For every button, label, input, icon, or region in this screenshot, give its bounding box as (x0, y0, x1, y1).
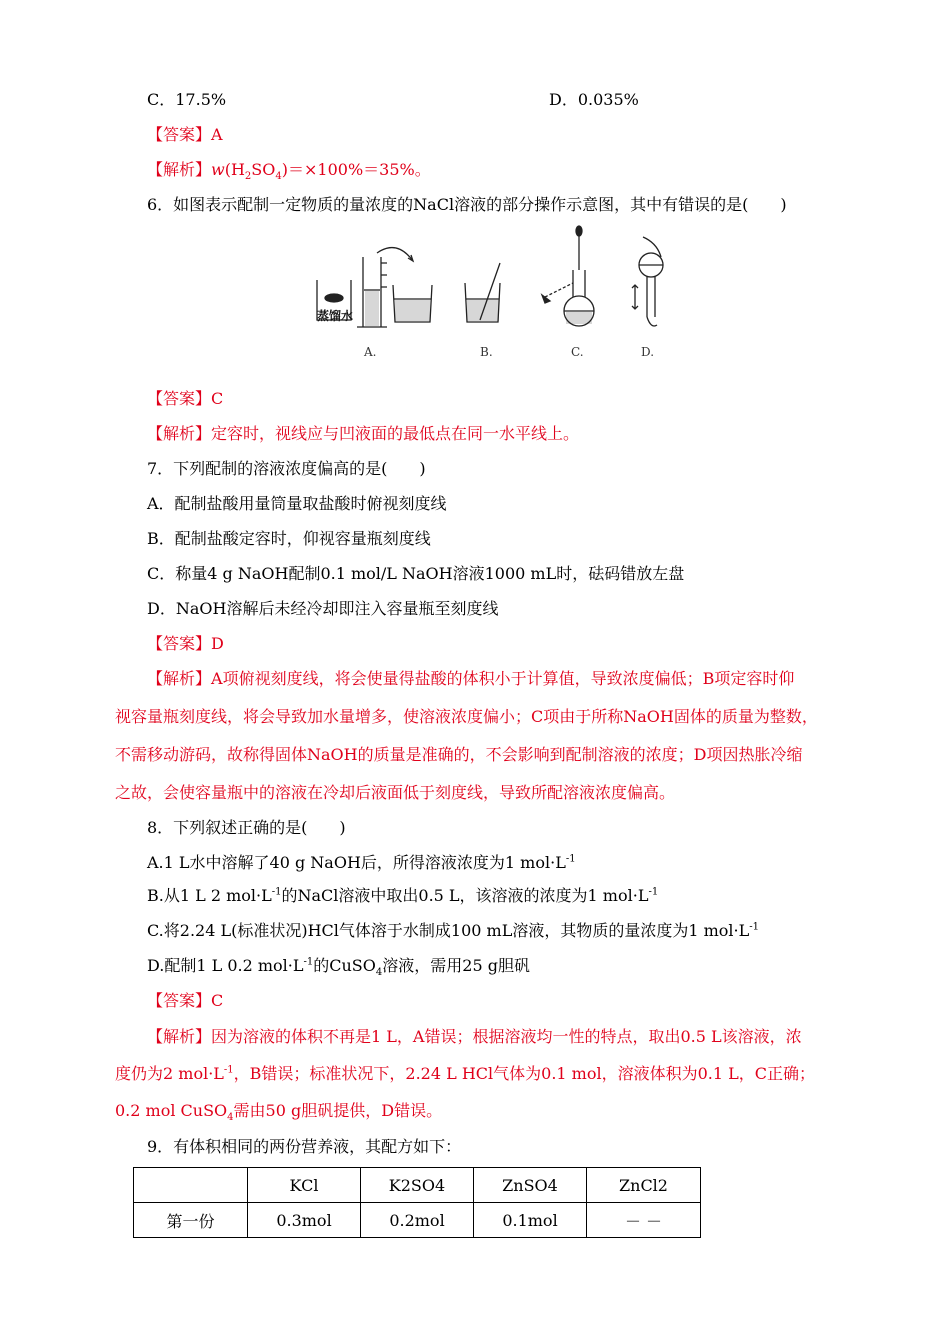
subscript: 4 (375, 967, 383, 979)
option-text: 溶液，需用25 g胆矾 (382, 956, 530, 975)
q6-figure-drawing (305, 225, 675, 365)
superscript: -1 (749, 921, 759, 933)
water-label: 蒸馏水 (317, 309, 354, 323)
formula-part: SO (251, 160, 276, 179)
fig-label-c: C. (571, 345, 584, 359)
table-header-cell: ZnCl2 (587, 1168, 701, 1203)
q7-option-d: D．NaOH溶解后未经冷却即注入容量瓶至刻度线 (147, 599, 499, 618)
answer-value: C (211, 991, 224, 1010)
formula-part: (H (224, 160, 245, 179)
analysis-text: ，B错误；标准状况下，2.24 L HCl气体为0.1 mol，溶液体积为0.1 L，C正确； (233, 1064, 816, 1083)
q9-stem: 9．有体积相同的两份营养液，其配方如下： (147, 1137, 462, 1156)
q6-answer (147, 389, 223, 409)
q8-stem: 8．下列叙述正确的是( ) (147, 818, 346, 837)
q8-option-d (147, 956, 530, 979)
superscript: -1 (648, 886, 659, 898)
answer-value: D (211, 634, 224, 653)
q7-stem: 7．下列配制的溶液浓度偏高的是( ) (147, 459, 426, 478)
analysis-label: 【解析】 (147, 160, 212, 179)
analysis-text: 度仍为2 mol·L (115, 1064, 224, 1083)
table-cell: 0.2mol (361, 1203, 474, 1238)
option-text: C.将2.24 L(标准状况)HCl气体溶于水制成100 mL溶液，其物质的量浓度为1 mol·L (147, 921, 750, 940)
q8-analysis-line-3 (115, 1101, 443, 1124)
option-text: A.1 L水中溶解了40 g NaOH后，所得溶液浓度为1 mol·L (147, 853, 566, 872)
analysis-label: 【解析】 (147, 1027, 212, 1046)
q7-analysis-line-2: 视容量瓶刻度线，将会导致加水量增多，使溶液浓度偏小；C项由于所称NaOH固体的质量为整数， (115, 707, 818, 726)
formula-w: w (211, 160, 225, 179)
analysis-text: 定容时，视线应与凹液面的最低点在同一水平线上。 (211, 424, 580, 443)
table-cell: 0.1mol (474, 1203, 587, 1238)
superscript: -1 (271, 886, 282, 898)
q6-figure (305, 225, 675, 365)
q8-analysis-line-2 (115, 1064, 815, 1084)
table-cell: 第一份 (134, 1203, 248, 1238)
analysis-text: 因为溶液的体积不再是1 L，A错误；根据溶液均一性的特点，取出0.5 L该溶液，浓 (211, 1027, 802, 1046)
analysis-text: A项俯视刻度线，将会使量得盐酸的体积小于计算值，导致浓度偏低；B项定容时仰 (211, 669, 795, 688)
answer-value: A (211, 125, 223, 144)
subscript: 4 (227, 1112, 234, 1124)
formula-part: )＝×100%＝35%。 (281, 160, 431, 179)
option-text: 的CuSO (313, 956, 376, 975)
table-header-cell: KCl (248, 1168, 361, 1203)
analysis-text: 0.2 mol CuSO (115, 1101, 228, 1120)
q5-option-c: C．17.5% (147, 90, 227, 109)
q6-stem: 6．如图表示配制一定物质的量浓度的NaCl溶液的部分操作示意图，其中有错误的是( ) (147, 195, 787, 214)
q5-option-d: D．0.035% (549, 90, 639, 109)
fig-label-b: B. (480, 345, 493, 359)
q8-option-b (147, 886, 658, 906)
answer-label: 【答案】 (147, 125, 212, 144)
table-row (134, 1203, 701, 1238)
fig-label-d: D. (641, 345, 655, 359)
q7-option-b: B．配制盐酸定容时，仰视容量瓶刻度线 (147, 529, 431, 548)
fig-label-a: A. (364, 345, 377, 359)
option-text: 的NaCl溶液中取出0.5 L，该溶液的浓度为1 mol·L (281, 886, 649, 905)
superscript: -1 (565, 853, 576, 865)
formula-sub: 2 (244, 171, 252, 183)
q7-option-a: A．配制盐酸用量筒量取盐酸时俯视刻度线 (147, 494, 447, 513)
q8-answer (147, 991, 223, 1011)
table-header-row (134, 1168, 701, 1203)
q7-analysis-line-3: 不需移动游码，故称得固体NaOH的质量是准确的，不会影响到配制溶液的浓度；D项因热胀冷缩 (115, 745, 803, 764)
q5-analysis (147, 160, 431, 183)
table-header-cell: ZnSO4 (474, 1168, 587, 1203)
table-cell: － － (587, 1203, 701, 1238)
q8-option-a (147, 853, 576, 873)
formula-sub: 4 (275, 171, 282, 183)
analysis-label: 【解析】 (147, 669, 212, 688)
q7-analysis-line-1 (147, 669, 794, 689)
q8-option-c (147, 921, 759, 941)
superscript: -1 (223, 1064, 234, 1076)
answer-label: 【答案】 (147, 634, 212, 653)
q9-table (133, 1167, 701, 1238)
option-text: B.从1 L 2 mol·L (147, 886, 272, 905)
q7-option-c: C．称量4 g NaOH配制0.1 mol/L NaOH溶液1000 mL时，砝码错放左盘 (147, 564, 685, 583)
answer-label: 【答案】 (147, 991, 212, 1010)
q7-analysis-line-4: 之故，会使容量瓶中的溶液在冷却后液面低于刻度线，导致所配溶液浓度偏高。 (115, 783, 676, 802)
table-header-cell (134, 1168, 248, 1203)
table-header-cell: K2SO4 (361, 1168, 474, 1203)
superscript: -1 (303, 956, 314, 968)
analysis-label: 【解析】 (147, 424, 212, 443)
table-cell: 0.3mol (248, 1203, 361, 1238)
q8-analysis-line-1 (147, 1027, 802, 1047)
answer-label: 【答案】 (147, 389, 212, 408)
q6-analysis (147, 424, 579, 444)
q7-answer (147, 634, 224, 654)
analysis-text: 需由50 g胆矾提供，D错误。 (233, 1101, 443, 1120)
answer-value: C (211, 389, 224, 408)
option-text: D.配制1 L 0.2 mol·L (147, 956, 304, 975)
q5-answer (147, 125, 223, 145)
